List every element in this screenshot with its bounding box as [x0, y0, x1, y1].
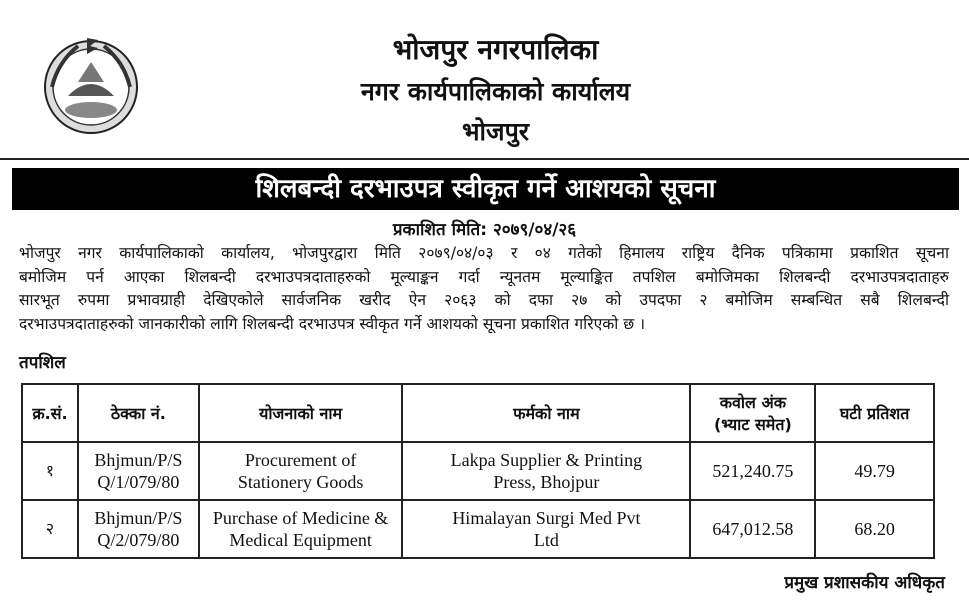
cell-firm-line1: Lakpa Supplier & Printing [450, 450, 643, 470]
schedule-label: तपशिल [19, 353, 66, 373]
cell-project-line2: Stationery Goods [237, 472, 364, 492]
cell-contract-no-line1: Bhjmun/P/S [94, 508, 183, 528]
table-row [22, 500, 934, 558]
cell-percent: 68.20 [815, 500, 934, 558]
municipality-name: भोजपुर नगरपालिका [392, 33, 599, 66]
table-row [22, 442, 934, 500]
cell-firm-line2: Ltd [533, 530, 559, 550]
header-contract-no: ठेक्का नं. [78, 384, 199, 442]
header-sn: क्र.सं. [22, 384, 78, 442]
notice-body-line: बमोजिम पर्न आएका शिलबन्दी दरभाउपत्रदाताहरुको मूल्याङ्कन गर्दा न्यूनतम मूल्याङ्कित तपशिल बमोजिमका शिलबन्दी दरभाउपत्रदाताहरु [19, 267, 949, 286]
notice-body [19, 242, 949, 337]
published-date: प्रकाशित मिति: २०७९/०४/२६ [392, 220, 577, 240]
cell-firm-line1: Himalayan Surgi Med Pvt [452, 508, 641, 528]
notice-body-line: दरभाउपत्रदाताहरुको जानकारीको लागि शिलबन्दी दरभाउपत्र स्वीकृत गर्ने आशयको सूचना प्रकाशित गरिएको छ । [19, 315, 645, 334]
header-divider [0, 158, 969, 160]
bid-results-table [21, 383, 935, 559]
header-less-percent: घटी प्रतिशत [815, 384, 934, 442]
cell-percent: 49.79 [815, 442, 934, 500]
notice-body-line: सारभूत रुपमा प्रभावग्राही देखिएकोले सार्वजनिक खरीद ऐन २०६३ को दफा २७ को उपदफा २ बमोजिम सम्बन्धित सबै शिलबन्दी [19, 291, 949, 310]
cell-project-line2: Medical Equipment [229, 530, 372, 550]
header-bid-amount-line1: कवोल अंक [719, 393, 786, 412]
cell-contract-no [78, 500, 199, 558]
cell-sn: २ [22, 500, 78, 558]
cell-contract-no-line1: Bhjmun/P/S [94, 450, 183, 470]
cell-sn: १ [22, 442, 78, 500]
location-name: भोजपुर [461, 117, 530, 146]
cell-contract-no-line2: Q/2/079/80 [97, 530, 180, 550]
office-name: नगर कार्यपालिकाको कार्यालय [360, 77, 631, 106]
cell-contract-no [78, 442, 199, 500]
cell-project-line1: Procurement of [244, 450, 357, 470]
cell-project-line1: Purchase of Medicine & [212, 508, 389, 528]
header-bid-amount-line2: (भ्याट समेत) [713, 415, 792, 434]
signatory-title: प्रमुख प्रशासकीय अधिकृत [784, 573, 945, 593]
table-header-row [22, 384, 934, 442]
header-project: योजनाको नाम [199, 384, 403, 442]
cell-firm [402, 442, 690, 500]
cell-project [199, 500, 403, 558]
cell-amount: 647,012.58 [690, 500, 815, 558]
header-bid-amount [690, 384, 815, 442]
cell-firm [402, 500, 690, 558]
cell-amount: 521,240.75 [690, 442, 815, 500]
cell-project [199, 442, 403, 500]
cell-contract-no-line2: Q/1/079/80 [97, 472, 180, 492]
header-firm: फर्मको नाम [402, 384, 690, 442]
letterhead [0, 0, 969, 160]
cell-firm-line2: Press, Bhojpur [493, 472, 600, 492]
notice-title-banner: शिलबन्दी दरभाउपत्र स्वीकृत गर्ने आशयको सूचना [12, 168, 959, 210]
notice-body-line: भोजपुर नगर कार्यपालिकाको कार्यालय, भोजपुरद्वारा मिति २०७९/०४/०३ र ०४ गतेको हिमालय राष्ट्रिय दैनिक पत्रिकामा प्रकाशित सूचना [19, 244, 949, 262]
